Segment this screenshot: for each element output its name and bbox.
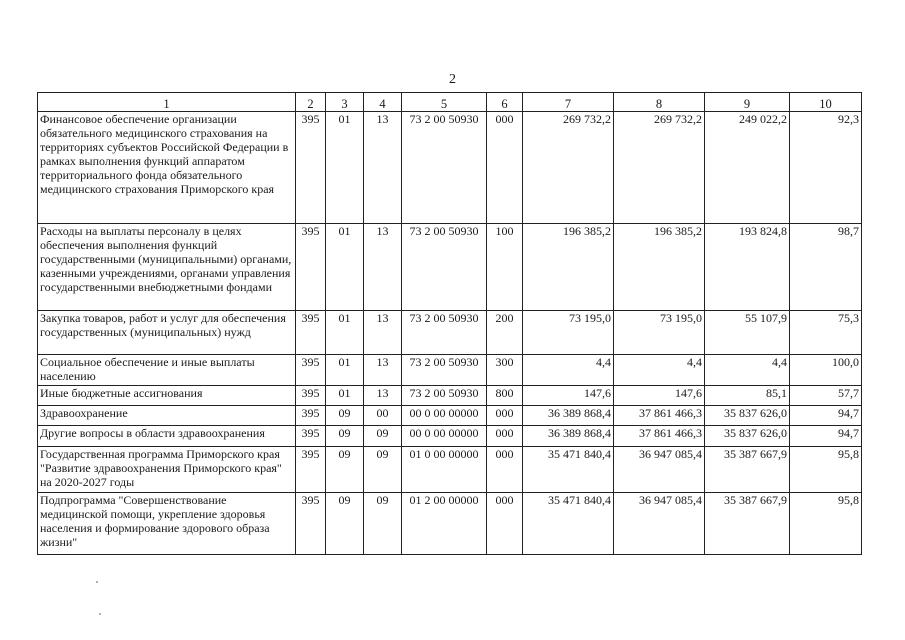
cell-c5: 73 2 00 50930 — [402, 386, 487, 406]
cell-c2: 395 — [296, 426, 326, 447]
scan-speck — [99, 613, 101, 615]
column-header: 7 — [523, 93, 614, 112]
cell-c9: 35 387 667,9 — [705, 447, 790, 493]
column-header: 10 — [790, 93, 862, 112]
cell-c4: 13 — [364, 355, 402, 386]
column-header: 3 — [326, 93, 364, 112]
cell-c5: 73 2 00 50930 — [402, 224, 487, 311]
table-row — [38, 311, 862, 355]
cell-c8: 36 947 085,4 — [614, 447, 705, 493]
cell-c2: 395 — [296, 224, 326, 311]
row-name: Социальное обеспечение и иные выплаты населению — [38, 355, 296, 386]
cell-c9: 35 387 667,9 — [705, 493, 790, 555]
cell-c4: 09 — [364, 447, 402, 493]
cell-c2: 395 — [296, 355, 326, 386]
cell-c9: 55 107,9 — [705, 311, 790, 355]
cell-c8: 269 732,2 — [614, 112, 705, 224]
cell-c5: 01 0 00 00000 — [402, 447, 487, 493]
table-row — [38, 386, 862, 406]
row-name: Другие вопросы в области здравоохранения — [38, 426, 296, 447]
cell-c2: 395 — [296, 386, 326, 406]
cell-c7: 4,4 — [523, 355, 614, 386]
cell-c7: 35 471 840,4 — [523, 447, 614, 493]
scan-speck — [96, 581, 98, 583]
cell-c9: 249 022,2 — [705, 112, 790, 224]
table-row — [38, 406, 862, 426]
cell-c5: 73 2 00 50930 — [402, 112, 487, 224]
cell-c7: 269 732,2 — [523, 112, 614, 224]
cell-c5: 73 2 00 50930 — [402, 311, 487, 355]
cell-c7: 36 389 868,4 — [523, 406, 614, 426]
cell-c10: 92,3 — [790, 112, 862, 224]
cell-c10: 98,7 — [790, 224, 862, 311]
cell-c2: 395 — [296, 406, 326, 426]
cell-c4: 13 — [364, 311, 402, 355]
row-name: Подпрограмма "Совершенствование медицинской помощи, укрепление здоровья населения и формирование здорового образа жизни" — [38, 493, 296, 555]
cell-c3: 01 — [326, 386, 364, 406]
row-name: Финансовое обеспечение организации обязательного медицинского страхования на территориях субъектов Российской Федерации в рамках выполнения функций аппаратом территориального фонда обязательного медицинского страхования Приморского края — [38, 112, 296, 224]
cell-c9: 85,1 — [705, 386, 790, 406]
cell-c8: 4,4 — [614, 355, 705, 386]
cell-c6: 800 — [487, 386, 523, 406]
cell-c5: 73 2 00 50930 — [402, 355, 487, 386]
cell-c6: 000 — [487, 447, 523, 493]
cell-c7: 196 385,2 — [523, 224, 614, 311]
cell-c5: 00 0 00 00000 — [402, 406, 487, 426]
cell-c2: 395 — [296, 493, 326, 555]
column-header: 4 — [364, 93, 402, 112]
column-header: 6 — [487, 93, 523, 112]
cell-c3: 09 — [326, 447, 364, 493]
cell-c3: 01 — [326, 355, 364, 386]
cell-c10: 75,3 — [790, 311, 862, 355]
cell-c8: 37 861 466,3 — [614, 426, 705, 447]
cell-c8: 37 861 466,3 — [614, 406, 705, 426]
table-row — [38, 493, 862, 555]
cell-c7: 36 389 868,4 — [523, 426, 614, 447]
cell-c6: 000 — [487, 426, 523, 447]
cell-c5: 00 0 00 00000 — [402, 426, 487, 447]
cell-c7: 35 471 840,4 — [523, 493, 614, 555]
cell-c4: 13 — [364, 112, 402, 224]
row-name: Здравоохранение — [38, 406, 296, 426]
table-row — [38, 426, 862, 447]
cell-c4: 13 — [364, 386, 402, 406]
cell-c4: 09 — [364, 426, 402, 447]
page-number: 2 — [449, 72, 456, 87]
cell-c9: 193 824,8 — [705, 224, 790, 311]
cell-c5: 01 2 00 00000 — [402, 493, 487, 555]
cell-c10: 100,0 — [790, 355, 862, 386]
cell-c3: 01 — [326, 311, 364, 355]
column-header: 1 — [38, 93, 296, 112]
table-row — [38, 355, 862, 386]
cell-c8: 147,6 — [614, 386, 705, 406]
table-row — [38, 224, 862, 311]
column-header: 5 — [402, 93, 487, 112]
cell-c2: 395 — [296, 447, 326, 493]
column-header: 9 — [705, 93, 790, 112]
cell-c4: 09 — [364, 493, 402, 555]
cell-c9: 35 837 626,0 — [705, 406, 790, 426]
cell-c6: 200 — [487, 311, 523, 355]
cell-c2: 395 — [296, 311, 326, 355]
cell-c4: 13 — [364, 224, 402, 311]
column-header: 2 — [296, 93, 326, 112]
cell-c3: 09 — [326, 493, 364, 555]
cell-c8: 196 385,2 — [614, 224, 705, 311]
cell-c6: 000 — [487, 493, 523, 555]
row-name: Иные бюджетные ассигнования — [38, 386, 296, 406]
cell-c10: 95,8 — [790, 447, 862, 493]
cell-c9: 4,4 — [705, 355, 790, 386]
cell-c6: 300 — [487, 355, 523, 386]
cell-c10: 94,7 — [790, 426, 862, 447]
table-row — [38, 112, 862, 224]
budget-table — [37, 92, 862, 555]
cell-c10: 95,8 — [790, 493, 862, 555]
cell-c3: 01 — [326, 112, 364, 224]
row-name: Государственная программа Приморского края "Развитие здравоохранения Приморского края" на 2020-2027 годы — [38, 447, 296, 493]
cell-c3: 09 — [326, 426, 364, 447]
cell-c6: 000 — [487, 112, 523, 224]
column-header: 8 — [614, 93, 705, 112]
cell-c3: 09 — [326, 406, 364, 426]
table-header-row — [38, 93, 862, 112]
cell-c7: 73 195,0 — [523, 311, 614, 355]
cell-c9: 35 837 626,0 — [705, 426, 790, 447]
cell-c6: 000 — [487, 406, 523, 426]
cell-c3: 01 — [326, 224, 364, 311]
cell-c2: 395 — [296, 112, 326, 224]
row-name: Закупка товаров, работ и услуг для обеспечения государственных (муниципальных) нужд — [38, 311, 296, 355]
table-row — [38, 447, 862, 493]
cell-c10: 94,7 — [790, 406, 862, 426]
cell-c7: 147,6 — [523, 386, 614, 406]
row-name: Расходы на выплаты персоналу в целях обеспечения выполнения функций государственными (муниципальными) органами, казенными учреждениями, органами управления государственными внебюджетными фондами — [38, 224, 296, 311]
cell-c6: 100 — [487, 224, 523, 311]
cell-c8: 73 195,0 — [614, 311, 705, 355]
cell-c8: 36 947 085,4 — [614, 493, 705, 555]
cell-c4: 00 — [364, 406, 402, 426]
cell-c10: 57,7 — [790, 386, 862, 406]
